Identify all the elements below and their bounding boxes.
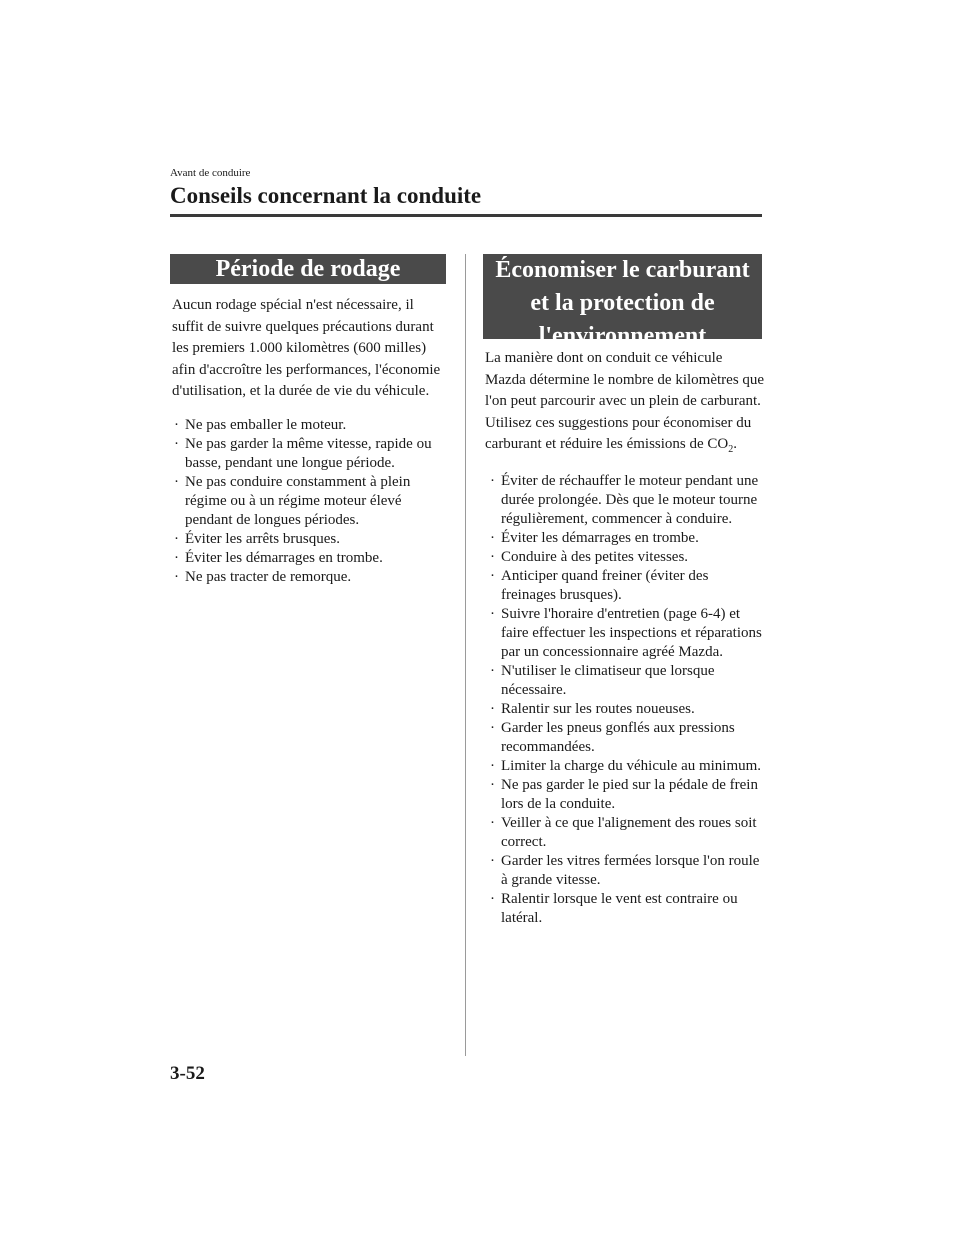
- page-number: 3-52: [170, 1063, 205, 1084]
- subscript-two: 2: [728, 444, 734, 455]
- list-item: [488, 776, 766, 814]
- title-rule: [170, 214, 762, 217]
- list-item: [488, 700, 766, 719]
- list-item-text: Ne pas garder le pied sur la pédale de frein lors de la conduite.: [501, 777, 758, 812]
- paragraph-text: La manière dont on conduit ce véhicule Mazda détermine le nombre de kilomètres que l'on peut parcourir avec un plein de carburant. Utilisez ces suggestions pour économiser du carburant et réduire les émissions de CO: [485, 350, 765, 452]
- list-item: [172, 530, 452, 549]
- list-item-text: Ne pas tracter de remorque.: [185, 569, 352, 585]
- list-item-text: Ne pas emballer le moteur.: [185, 417, 347, 433]
- bullet-icon: ·: [490, 663, 495, 679]
- list-item: [488, 890, 766, 928]
- bullet-icon: ·: [490, 720, 495, 736]
- list-item-text: Limiter la charge du véhicule au minimum.: [501, 758, 762, 774]
- list-item-text: Garder les pneus gonflés aux pressions recommandées.: [501, 720, 735, 755]
- bullet-icon: ·: [490, 758, 495, 774]
- bullet-icon: ·: [174, 569, 179, 585]
- heading-break-in: Période de rodage: [170, 254, 446, 284]
- list-item-text: Veiller à ce que l'alignement des roues soit correct.: [501, 815, 757, 850]
- bullet-icon: ·: [490, 815, 495, 831]
- list-item: [488, 472, 766, 529]
- list-item-text: Garder les vitres fermées lorsque l'on roule à grande vitesse.: [501, 853, 760, 888]
- bullet-icon: ·: [490, 568, 495, 584]
- list-item: [488, 567, 766, 605]
- bullet-icon: ·: [490, 530, 495, 546]
- list-item: [488, 662, 766, 700]
- list-item-text: Éviter les arrêts brusques.: [185, 531, 340, 547]
- list-item: [172, 416, 452, 435]
- list-item-text: Ralentir lorsque le vent est contraire ou latéral.: [501, 891, 738, 926]
- bullet-icon: ·: [174, 531, 179, 547]
- bullet-icon: ·: [490, 853, 495, 869]
- list-item-text: Conduire à des petites vitesses.: [501, 549, 689, 565]
- bullet-icon: ·: [174, 474, 179, 490]
- bullet-icon: ·: [174, 417, 179, 433]
- list-item-text: N'utiliser le climatiseur que lorsque nécessaire.: [501, 663, 715, 698]
- list-item: [488, 814, 766, 852]
- list-item-text: Ne pas conduire constamment à plein régime ou à un régime moteur élevé pendant de longues périodes.: [185, 474, 411, 528]
- list-item-text: Suivre l'horaire d'entretien (page 6-4) et faire effectuer les inspections et réparations par un concessionnaire agréé Mazda.: [501, 606, 762, 660]
- heading-fuel-economy: [483, 254, 762, 349]
- list-item-text: Anticiper quand freiner (éviter des freinages brusques).: [501, 568, 709, 603]
- heading-line: l'environnement: [538, 323, 707, 349]
- bullet-icon: ·: [490, 701, 495, 717]
- list-item-text: Éviter les démarrages en trombe.: [501, 530, 699, 546]
- list-item: [172, 435, 452, 473]
- list-item-text: Éviter de réchauffer le moteur pendant une durée prolongée. Dès que le moteur tourne régulièrement, commencer à conduire.: [501, 473, 759, 527]
- break-in-paragraph: Aucun rodage spécial n'est nécessaire, il suffit de suivre quelques précautions durant les premiers 1.000 kilomètres (600 milles) afin d'accroître les performances, l'économie d'utilisation, et la durée de vie du véhicule.: [172, 297, 441, 399]
- bullet-icon: ·: [174, 550, 179, 566]
- list-item: [488, 757, 766, 776]
- list-item: [172, 473, 452, 530]
- bullet-icon: ·: [490, 777, 495, 793]
- fuel-economy-list: [488, 472, 766, 928]
- list-item-text: Ralentir sur les routes noueuses.: [501, 701, 695, 717]
- paragraph-end: .: [733, 436, 738, 452]
- list-item: [488, 529, 766, 548]
- fuel-economy-paragraph: [485, 348, 765, 461]
- list-item: [488, 719, 766, 757]
- list-item: [488, 548, 766, 567]
- page-title: Conseils concernant la conduite: [170, 183, 482, 208]
- list-item: [488, 852, 766, 890]
- bullet-icon: ·: [174, 436, 179, 452]
- bullet-icon: ·: [490, 549, 495, 565]
- bullet-icon: ·: [490, 473, 495, 489]
- list-item: [488, 605, 766, 662]
- list-item: [172, 568, 452, 587]
- section-kicker: Avant de conduire: [170, 167, 251, 179]
- list-item-text: Éviter les démarrages en trombe.: [185, 550, 383, 566]
- heading-line: Économiser le carburant: [495, 257, 750, 283]
- bullet-icon: ·: [490, 606, 495, 622]
- bullet-icon: ·: [490, 891, 495, 907]
- break-in-list: [172, 416, 452, 587]
- heading-line: et la protection de: [530, 290, 715, 316]
- column-divider: [465, 254, 466, 1056]
- list-item: [172, 549, 452, 568]
- list-item-text: Ne pas garder la même vitesse, rapide ou basse, pendant une longue période.: [185, 436, 432, 471]
